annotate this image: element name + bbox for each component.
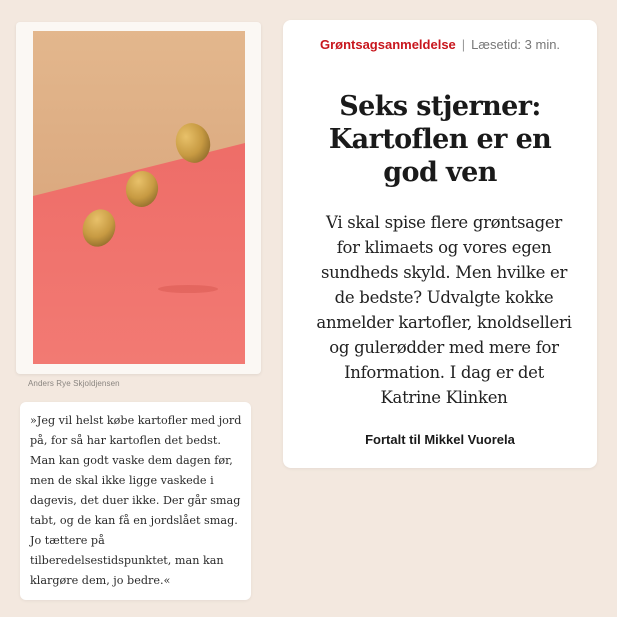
read-time: Læsetid: 3 min. (471, 37, 561, 52)
lead-paragraph: Vi skal spise flere grøntsager for klimaets og vores egen sundheds skyld. Men hvilke er de bedste? Udvalgte kokke anmelder kartofler, knoldselleri og gulerødder med mere for Information. I dag er det Katrine Klinken (316, 213, 572, 407)
article-meta (283, 33, 597, 57)
headline[interactable]: Seks stjerner: Kartoflen er en god ven (328, 91, 552, 188)
quote-card (20, 402, 251, 600)
pull-quote: »Jeg vil helst købe kartofler med jord på, for så har kartoflen det bedst. Man kan godt vaske dem dagen før, men de skal ikke ligge vaskede i dagevis, det duer ikke. Der går smag tabt, og de kan få en jordslået smag. Jo tættere på tilberedelsestidspunktet, man kan klargøre dem, jo bedre.« (30, 414, 242, 587)
potato-photo[interactable] (33, 31, 245, 364)
article-card[interactable] (283, 20, 597, 468)
byline: Fortalt til Mikkel Vuorela (365, 432, 515, 447)
meta-separator: | (461, 37, 466, 52)
photo-card (16, 22, 261, 388)
photo-credit: Anders Rye Skjoldjensen (28, 379, 120, 388)
category-label[interactable]: Grøntsagsanmeldelse (319, 37, 456, 52)
